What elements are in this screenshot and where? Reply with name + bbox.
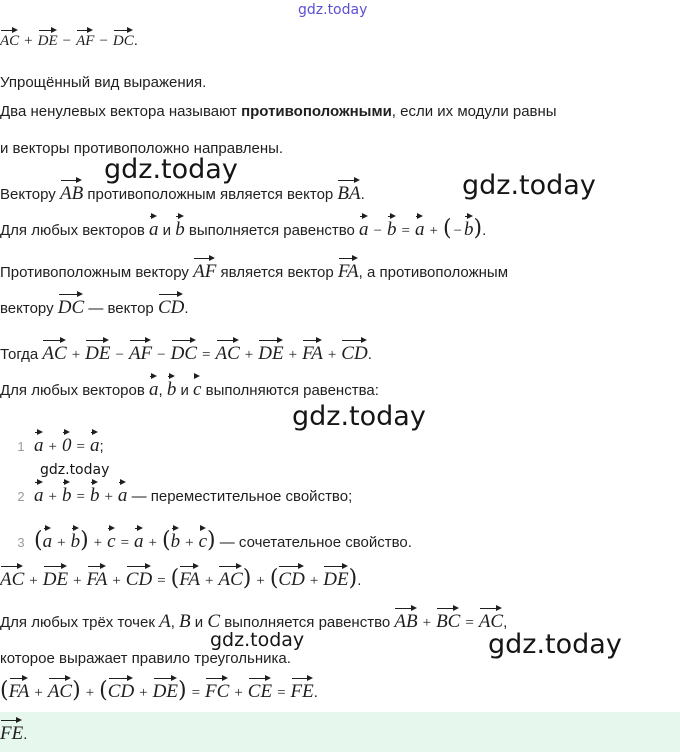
opposite-af-line: Противоположным вектору AF является вектор FA, а противоположным — [0, 256, 508, 283]
vector-fe: FE — [291, 676, 314, 703]
vector-fa: FA — [9, 676, 30, 703]
vector-ac: AC — [216, 338, 240, 365]
vector-a: a — [415, 214, 425, 241]
vector-af: AF — [193, 256, 216, 283]
subtraction-rule: Для любых векторов a и b выполняется равенство a − b = a + ( − b). — [0, 216, 487, 241]
vector-c: c — [199, 526, 207, 553]
vector-ac: AC — [479, 606, 503, 633]
vector-b: b — [387, 214, 397, 241]
vector-fa: FA — [302, 338, 323, 365]
watermark-6: gdz.today — [488, 629, 622, 660]
vector-de: DE — [43, 564, 68, 591]
vector-ba: BA — [337, 178, 360, 205]
definition-line-1: Два ненулевых вектора называют противоположными, если их модули равны — [0, 103, 557, 120]
vector-fa: FA — [87, 564, 108, 591]
vector-ab: AB — [394, 606, 417, 633]
vector-b: b — [71, 526, 81, 553]
answer-highlight — [0, 712, 680, 752]
vector-dc: DC — [58, 292, 84, 319]
vector-a: a — [34, 430, 44, 457]
vector-b: b — [171, 526, 181, 553]
final-expression: (FA + AC) + (CD + DE) = FC + CE = FE. — [0, 678, 318, 703]
vector-de: DE — [85, 338, 110, 365]
vector-de: DE — [323, 564, 348, 591]
vector-b: b — [175, 214, 185, 241]
vector-c: c — [193, 374, 201, 401]
vector-af: AF — [129, 338, 152, 365]
vector-b: b — [62, 480, 72, 507]
vector-bc: BC — [436, 606, 460, 633]
answer: FE. — [0, 718, 27, 745]
vector-0: 0 — [62, 430, 72, 457]
vector-fc: FC — [205, 676, 229, 703]
vector-cd: CD — [341, 338, 367, 365]
vector-a: a — [134, 526, 144, 553]
vector-af: AF — [76, 28, 94, 50]
vector-dc: DC — [113, 28, 134, 50]
opposite-dc-line: вектору DC — вектор CD. — [0, 292, 189, 319]
vector-de: DE — [153, 676, 178, 703]
vector-c: c — [107, 526, 115, 553]
vector-de: DE — [258, 338, 283, 365]
vector-a: a — [34, 480, 44, 507]
expression-original: AC + DE − AF − DC. — [0, 28, 138, 50]
simplified-heading: Упрощённый вид выражения. — [0, 74, 207, 91]
vector-b: b — [167, 374, 177, 401]
vector-a: a — [149, 374, 159, 401]
property-3: 3 (a + b) + c = a + (b + c) — сочетательное свойство. — [17, 528, 412, 553]
property-2: 2 a + b = b + a — переместительное свойство; — [8, 480, 352, 507]
vector-b: b — [464, 214, 474, 241]
watermark-2: gdz.today — [462, 170, 596, 201]
watermark-1: gdz.today — [104, 154, 238, 185]
vector-a: a — [90, 430, 100, 457]
vector-ac: AC — [218, 564, 242, 591]
vector-fa: FA — [338, 256, 359, 283]
vector-dc: DC — [171, 338, 197, 365]
watermark-top: gdz.today — [298, 2, 368, 18]
then-expression: Тогда AC + DE − AF − DC = AC + DE + FA + CD. — [0, 338, 372, 365]
triangle-rule-line-1: Для любых трёх точек A, B и C выполняется равенство AB + BC = AC, — [0, 606, 507, 633]
watermark-5: gdz.today — [210, 629, 305, 651]
watermark-4: gdz.today — [40, 462, 110, 478]
property-1: 1 a + 0 = a; — [8, 430, 104, 457]
triangle-rule-line-2: которое выражает правило треугольника. — [0, 650, 291, 667]
vector-fa: FA — [179, 564, 200, 591]
vector-cd: CD — [126, 564, 152, 591]
grouped-expression: AC + DE + FA + CD = (FA + AC) + (CD + DE). — [0, 566, 362, 591]
properties-intro: Для любых векторов a, b и c выполняются равенства: — [0, 374, 379, 401]
vector-cd: CD — [108, 676, 134, 703]
vector-ac: AC — [42, 338, 66, 365]
vector-b: b — [90, 480, 100, 507]
vector-a: a — [43, 526, 53, 553]
vector-ab: AB — [60, 178, 83, 205]
vector-ac: AC — [48, 676, 72, 703]
term-opposite: противоположными — [241, 103, 392, 120]
watermark-3: gdz.today — [292, 401, 426, 432]
vector-de: DE — [38, 28, 58, 50]
vector-ac: AC — [0, 28, 19, 50]
answer-vector-fe: FE — [0, 718, 23, 745]
vector-cd: CD — [158, 292, 184, 319]
example-line: Вектору AB противоположным является вектор BA. — [0, 178, 365, 205]
vector-ce: CE — [248, 676, 272, 703]
vector-ac: AC — [0, 564, 24, 591]
vector-cd: CD — [278, 564, 304, 591]
definition-line-2: и векторы противоположно направлены. — [0, 140, 284, 157]
vector-a: a — [359, 214, 369, 241]
vector-a: a — [149, 214, 159, 241]
vector-a: a — [118, 480, 128, 507]
